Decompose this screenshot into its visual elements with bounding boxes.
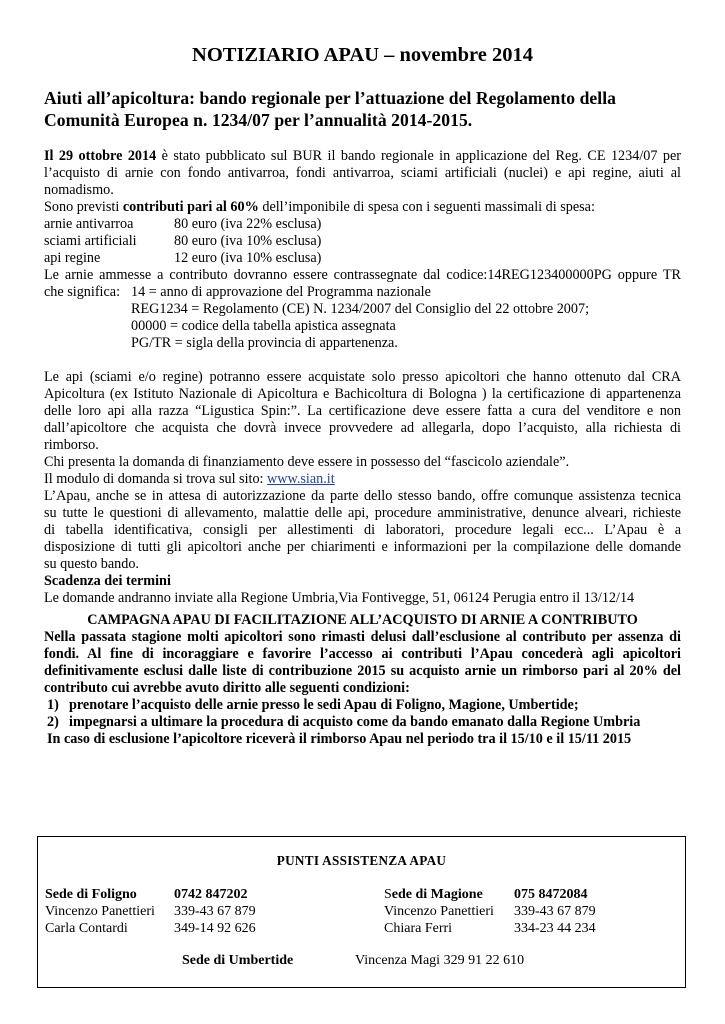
intro-line-4-pre: Sono previsti	[44, 199, 123, 215]
bees-line-3: delle loro api alla razza “Ligustica Spin:”. La certificazione deve essere fatta a cura del venditore e non	[44, 403, 681, 419]
campaign-line-3: definitivamente esclusi dalle liste di contribuzione 2015 su acquisto arnie un rimborso pari al 20% del	[44, 663, 681, 679]
assistance-box	[37, 836, 686, 988]
intro-line-2: l’acquisto di arnie con fondo antivarroa, fondi antivarroa, sciami artificiali (nuclei) e api regine, aiuti al	[44, 165, 681, 181]
code-line-2-value: 14 = anno di approvazione del Programma nazionale	[131, 284, 431, 300]
contact-phone: 339-43 67 879	[514, 904, 596, 919]
campaign-line-4: contributo cui avrebbe avuto diritto alle seguenti condizioni:	[44, 680, 410, 696]
form-site-label: Il modulo di domanda si trova sul sito:	[44, 471, 268, 487]
intro-line-1	[44, 148, 681, 165]
condition-number: 1)	[47, 697, 59, 713]
contact-phone: 339-43 67 879	[174, 904, 256, 919]
apau-line-2: su tutte le questioni di allevamento, malattie delle api, procedure amministrative, denunce alveari, richieste	[44, 505, 681, 521]
bees-line-2: Apicoltura (ex Istituto Nazionale di Apicoltura e Bachicoltura di Bologna ) la certificazione di appartenenza	[44, 386, 681, 402]
apau-line-1: L’Apau, anche se in attesa di autorizzazione da parte dello stesso bando, offre comunque assistenza tecnica	[44, 488, 681, 504]
contact-person: Carla Contardi	[45, 921, 128, 936]
contact-person: Chiara Ferri	[384, 921, 453, 936]
apau-line-4: disposizione di tutti gli apicoltori anche per chiarimenti e informazioni per la compilazione delle domande	[44, 539, 681, 555]
deadline-heading: Scadenza dei termini	[44, 573, 171, 589]
bees-line-1: Le api (sciami e/o regine) potranno essere acquistate solo presso apicoltori che hanno ottenuto dal CRA	[44, 369, 681, 385]
limit-amount: 80 euro (iva 22% esclusa)	[174, 216, 322, 232]
limit-item: sciami artificiali	[44, 233, 137, 249]
umbertide-office-name: Sede di Umbertide	[182, 953, 294, 968]
code-line-2-label: che significa:	[44, 284, 121, 300]
bees-line-5: rimborso.	[44, 437, 99, 453]
intro-line-3: nomadismo.	[44, 182, 114, 198]
contribution-percent: contributi pari al 60%	[122, 199, 259, 215]
magione-office-phone: 075 8472084	[514, 887, 588, 902]
bees-line-7	[44, 471, 335, 488]
contact-phone: 349-14 92 626	[174, 921, 256, 936]
bees-line-4: dall’apicoltore che acquista che dovrà invece provvedere ad allegarla, dopo l’acquisto, alla richiesta di	[44, 420, 681, 436]
apau-line-3: di tabella identificativa, consigli per allestimenti di laboratori, procedure legali ecc... L’Apau è a	[44, 522, 681, 538]
code-line-3: REG1234 = Regolamento (CE) N. 1234/2007 del Consiglio del 22 ottobre 2007;	[131, 301, 590, 317]
code-line-1: Le arnie ammesse a contributo dovranno essere contrassegnate dal codice:14REG123400000PG oppure TR	[44, 267, 681, 283]
bees-line-6: Chi presenta la domanda di finanziamento deve essere in possesso del “fascicolo aziendale”.	[44, 454, 570, 470]
campaign-line-1: Nella passata stagione molti apicoltori sono rimasti delusi dall’esclusione al contributo per assenza di	[44, 629, 681, 645]
magione-name-rest: ede di Magione	[391, 887, 483, 902]
code-line-5: PG/TR = sigla della provincia di appartenenza.	[131, 335, 398, 351]
condition-text: prenotare l’acquisto delle arnie presso le sedi Apau di Foligno, Magione, Umbertide;	[69, 697, 579, 713]
campaign-closing: In caso di esclusione l’apicoltore riceverà il rimborso Apau nel periodo tra il 15/10 e il 15/11 2015	[47, 731, 632, 747]
magione-office-name	[384, 887, 483, 903]
limit-item: api regine	[44, 250, 101, 266]
contact-person: Vincenzo Panettieri	[384, 904, 494, 919]
campaign-title: CAMPAGNA APAU DI FACILITAZIONE ALL’ACQUISTO DI ARNIE A CONTRIBUTO	[87, 612, 638, 628]
limit-item: arnie antivarroa	[44, 216, 134, 232]
foligno-office-phone: 0742 847202	[174, 887, 248, 902]
intro-line-4-post: dell’imponibile di spesa con i seguenti massimali di spesa:	[258, 199, 595, 215]
contact-phone: 334-23 44 234	[514, 921, 596, 936]
assistance-title: PUNTI ASSISTENZA APAU	[276, 853, 447, 868]
limit-amount: 80 euro (iva 10% esclusa)	[174, 233, 322, 249]
intro-date: Il 29 ottobre 2014	[44, 148, 157, 164]
umbertide-contact: Vincenza Magi 329 91 22 610	[355, 953, 525, 968]
article-title-line-2: Comunità Europea n. 1234/07 per l’annualità 2014-2015.	[44, 110, 473, 130]
article-title-line-1: Aiuti all’apicoltura: bando regionale per l’attuazione del Regolamento della	[44, 88, 616, 108]
condition-number: 2)	[47, 714, 59, 730]
deadline-text: Le domande andranno inviate alla Regione Umbria,Via Fontivegge, 51, 06124 Perugia entro il 13/12/14	[44, 590, 635, 606]
intro-line-4	[44, 199, 595, 216]
code-line-4: 00000 = codice della tabella apistica assegnata	[131, 318, 396, 334]
foligno-office-name: Sede di Foligno	[45, 887, 137, 902]
condition-text: impegnarsi a ultimare la procedura di acquisto come da bando emanato dalla Regione Umbria	[69, 714, 641, 730]
page-title: NOTIZIARIO APAU – novembre 2014	[192, 44, 533, 66]
intro-line-1-text: è stato pubblicato sul BUR il bando regionale in applicazione del Reg. CE 1234/07 per	[156, 148, 682, 164]
apau-line-5: su questo bando.	[44, 556, 139, 572]
magione-name-initial: S	[384, 887, 392, 902]
campaign-line-2: fondi. Al fine di incoraggiare e favorire l’accesso ai contributi l’Apau concederà agli apicoltori	[44, 646, 681, 662]
sian-link[interactable]: www.sian.it	[267, 471, 335, 487]
limit-amount: 12 euro (iva 10% esclusa)	[174, 250, 322, 266]
contact-person: Vincenzo Panettieri	[45, 904, 155, 919]
